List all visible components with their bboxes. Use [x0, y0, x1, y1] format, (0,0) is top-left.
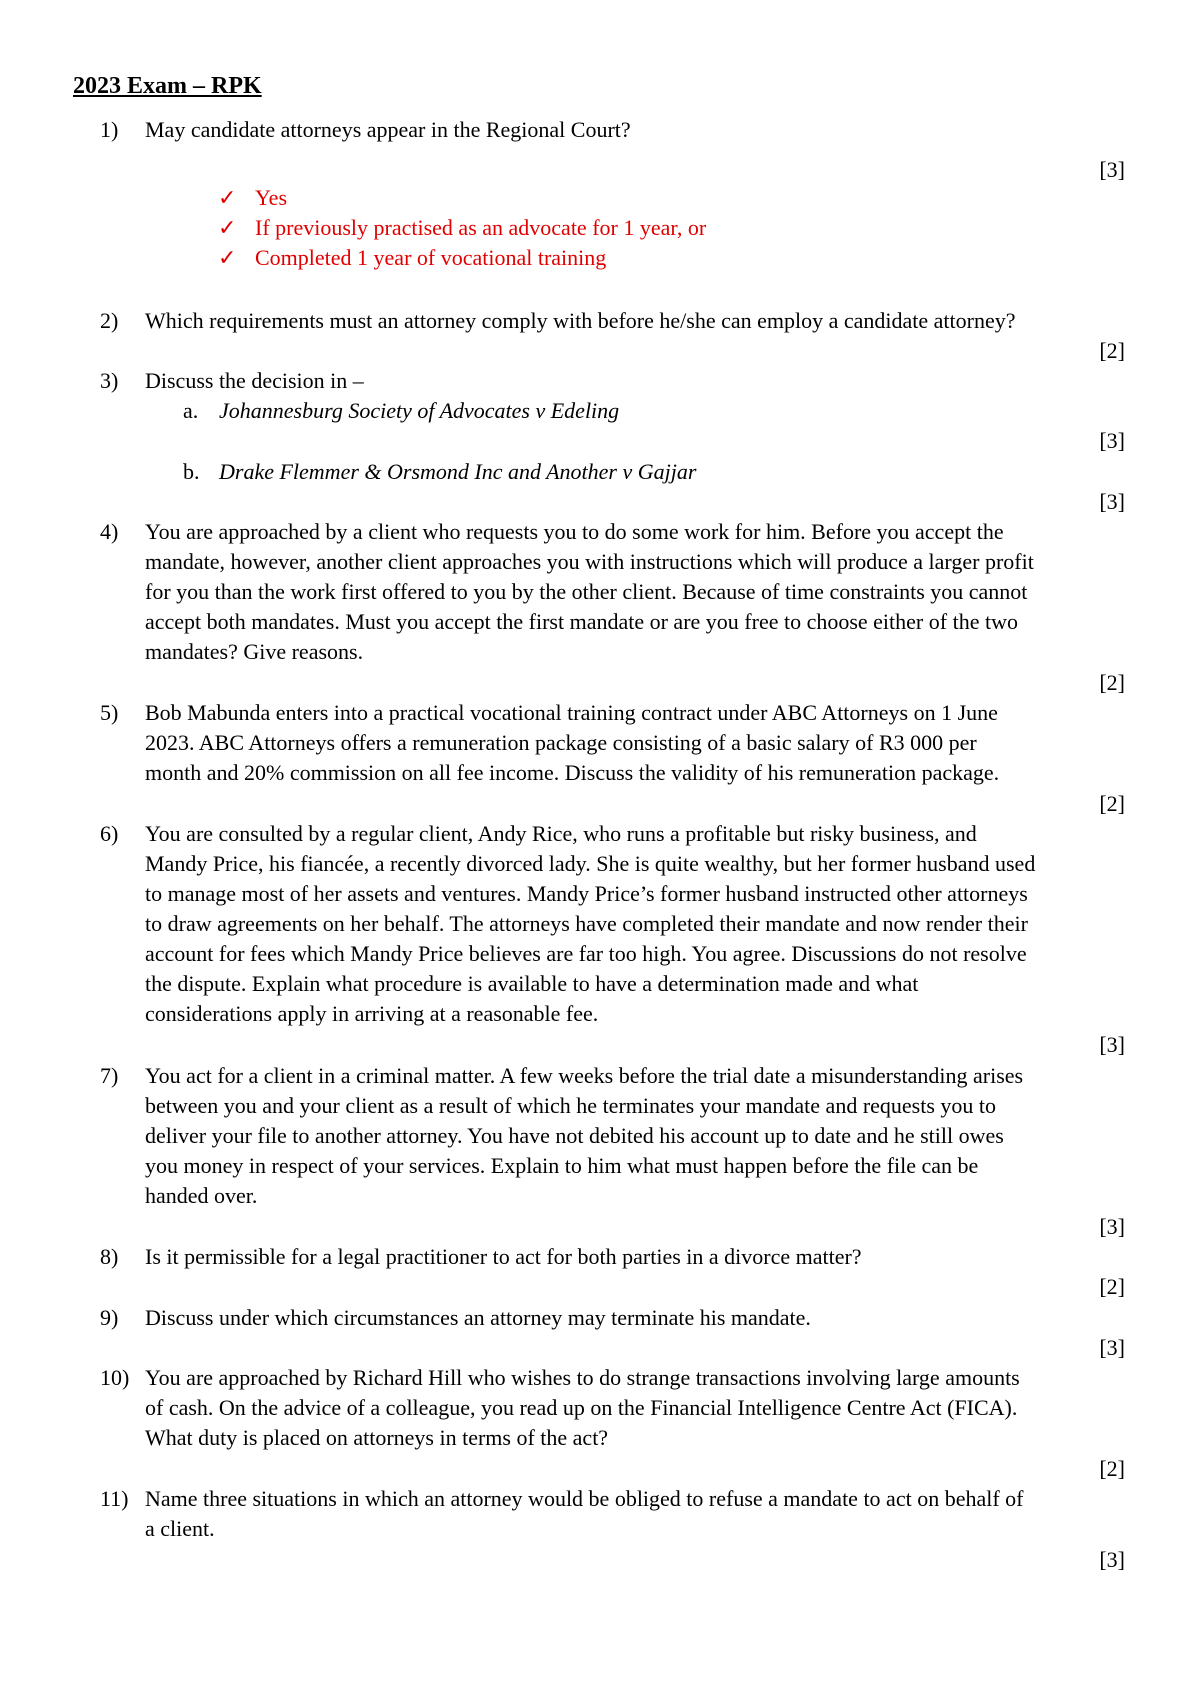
sub-question-letter: a. — [183, 398, 199, 423]
marks-q4: [2] — [1099, 670, 1125, 695]
question-line: accept both mandates. Must you accept the first mandate or are you free to choose either of the two — [145, 609, 1018, 634]
question-text: Discuss under which circumstances an attorney may terminate his mandate. — [145, 1305, 811, 1330]
question-text: Is it permissible for a legal practitioner to act for both parties in a divorce matter? — [145, 1244, 862, 1269]
question-line: the dispute. Explain what procedure is available to have a determination made and what — [145, 971, 919, 996]
question-line: You are consulted by a regular client, Andy Rice, who runs a profitable but risky business, and — [145, 821, 977, 846]
page-title: 2023 Exam – RPK — [73, 73, 262, 99]
question-11 — [100, 1484, 1140, 1544]
question-5 — [100, 698, 1140, 788]
marks-q3a: [3] — [1099, 428, 1125, 453]
question-number: 1) — [100, 117, 119, 142]
answer-item — [218, 213, 706, 243]
answer-text: Yes — [255, 185, 288, 210]
question-text — [145, 1484, 1140, 1544]
answer-text: Completed 1 year of vocational training — [255, 245, 607, 270]
question-line: mandate, however, another client approaches you with instructions which will produce a larger profit — [145, 549, 1034, 574]
question-10 — [100, 1363, 1140, 1453]
question-line: You are approached by a client who requests you to do some work for him. Before you accept the — [145, 519, 1004, 544]
question-line: 2023. ABC Attorneys offers a remuneration package consisting of a basic salary of R3 000 per — [145, 730, 977, 755]
marks-q2: [2] — [1099, 338, 1125, 363]
sub-question-b — [183, 457, 696, 487]
marks-q5: [2] — [1099, 791, 1125, 816]
question-line: deliver your file to another attorney. You have not debited his account up to date and he still owes — [145, 1123, 1004, 1148]
marks-q7: [3] — [1099, 1214, 1125, 1239]
question-number: 7) — [100, 1063, 119, 1088]
question-3 — [100, 366, 1140, 396]
question-line: account for fees which Mandy Price believes are far too high. You agree. Discussions do not resolve — [145, 941, 1027, 966]
question-line: to draw agreements on her behalf. The attorneys have completed their mandate and now render their — [145, 911, 1028, 936]
question-number: 11) — [100, 1486, 129, 1511]
question-line: between you and your client as a result of which he terminates your mandate and requests you to — [145, 1093, 997, 1118]
question-line: mandates? Give reasons. — [145, 639, 364, 664]
question-line: considerations apply in arriving at a reasonable fee. — [145, 1001, 599, 1026]
question-6 — [100, 819, 1140, 1029]
sub-question-letter: b. — [183, 459, 200, 484]
checkmark-icon: ✓ — [218, 245, 237, 270]
question-line: You act for a client in a criminal matter. A few weeks before the trial date a misunderstanding arises — [145, 1063, 1024, 1088]
marks-q8: [2] — [1099, 1274, 1125, 1299]
question-line: handed over. — [145, 1183, 258, 1208]
question-text: Which requirements must an attorney comply with before he/she can employ a candidate attorney? — [145, 308, 1016, 333]
marks-q10: [2] — [1099, 1456, 1125, 1481]
question-text: May candidate attorneys appear in the Regional Court? — [145, 117, 631, 142]
question-number: 2) — [100, 308, 119, 333]
question-4 — [100, 517, 1140, 667]
answer-item — [218, 183, 287, 213]
question-text — [145, 698, 1140, 788]
question-line: What duty is placed on attorneys in terms of the act? — [145, 1425, 609, 1450]
question-8 — [100, 1242, 1140, 1272]
question-line: Mandy Price, his fiancée, a recently divorced lady. She is quite wealthy, but her former husband used — [145, 851, 1036, 876]
sub-question-a — [183, 396, 619, 426]
marks-q1: [3] — [1099, 157, 1125, 182]
marks-q3b: [3] — [1099, 489, 1125, 514]
question-line: month and 20% commission on all fee income. Discuss the validity of his remuneration package. — [145, 760, 1000, 785]
question-number: 3) — [100, 368, 119, 393]
marks-q9: [3] — [1099, 1335, 1125, 1360]
question-line: to manage most of her assets and ventures. Mandy Price’s former husband instructed other attorneys — [145, 881, 1028, 906]
question-text — [145, 1061, 1140, 1211]
question-line: You are approached by Richard Hill who wishes to do strange transactions involving large amounts — [145, 1365, 1020, 1390]
question-number: 5) — [100, 700, 119, 725]
question-9 — [100, 1303, 1140, 1333]
marks-q6: [3] — [1099, 1032, 1125, 1057]
question-number: 4) — [100, 519, 119, 544]
question-1 — [100, 115, 1140, 145]
question-line: for you than the work first offered to you by the other client. Because of time constraints you cannot — [145, 579, 1028, 604]
case-name: Drake Flemmer & Orsmond Inc and Another v Gajjar — [219, 459, 697, 484]
question-line: you money in respect of your services. Explain to him what must happen before the file can be — [145, 1153, 979, 1178]
question-text: Discuss the decision in – — [145, 368, 364, 393]
case-name: Johannesburg Society of Advocates v Edeling — [219, 398, 620, 423]
question-line: a client. — [145, 1516, 215, 1541]
checkmark-icon: ✓ — [218, 215, 237, 240]
question-number: 10) — [100, 1365, 130, 1390]
question-line: Name three situations in which an attorney would be obliged to refuse a mandate to act on behalf of — [145, 1486, 1024, 1511]
answer-text: If previously practised as an advocate for 1 year, or — [255, 215, 707, 240]
question-text — [145, 1363, 1140, 1453]
question-number: 9) — [100, 1305, 119, 1330]
checkmark-icon: ✓ — [218, 185, 237, 210]
question-line: of cash. On the advice of a colleague, you read up on the Financial Intelligence Centre Act (FICA). — [145, 1395, 1018, 1420]
answer-item — [218, 243, 606, 273]
question-7 — [100, 1061, 1140, 1211]
marks-q11: [3] — [1099, 1547, 1125, 1572]
question-text — [145, 819, 1140, 1029]
question-text — [145, 517, 1140, 667]
question-number: 6) — [100, 821, 119, 846]
question-line: Bob Mabunda enters into a practical vocational training contract under ABC Attorneys on 1 June — [145, 700, 998, 725]
question-2 — [100, 306, 1140, 336]
question-number: 8) — [100, 1244, 119, 1269]
